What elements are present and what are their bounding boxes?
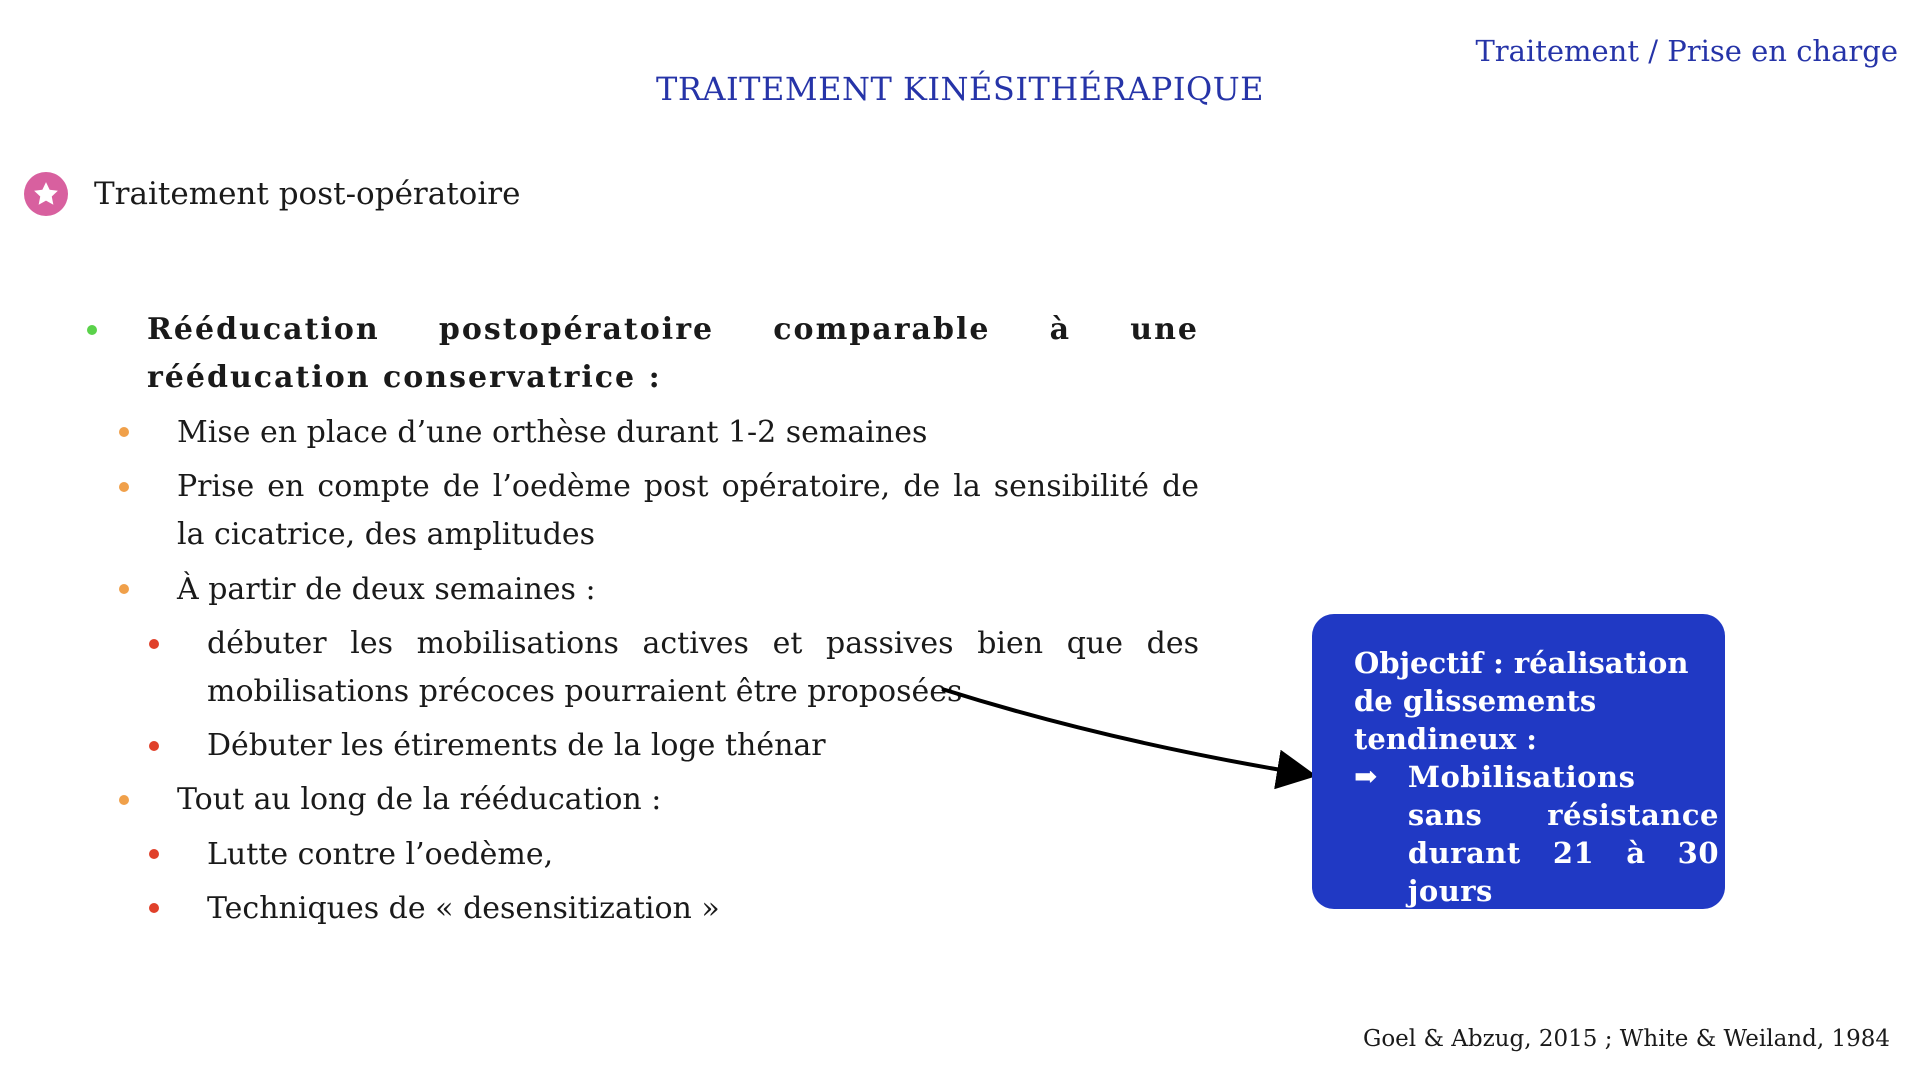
objective-heading: Objectif : réalisation de glissements tendineux : xyxy=(1354,646,1689,756)
list-item-text: Lutte contre l’oedème, xyxy=(207,837,554,872)
arrow-right-icon: ➡ xyxy=(1354,760,1378,793)
list-item-text: Prise en compte de l’oedème post opératoire, de la sensibilité de la cicatrice, des amplitudes xyxy=(177,469,1199,552)
list-item-text: Tout au long de la rééducation : xyxy=(177,782,662,817)
objective-row xyxy=(1354,758,1719,986)
objective-box xyxy=(1312,614,1725,984)
reference: Goel & Abzug, 2015 ; White & Weiland, 1984 xyxy=(1362,1026,1890,1052)
objective-text: Mobilisations sans résistance durant 21 à 30 jours (cicatrisation du rétinaculum) xyxy=(1407,760,1719,984)
section-title: Traitement post-opératoire xyxy=(94,176,521,212)
breadcrumb: Traitement / Prise en charge xyxy=(1475,34,1898,68)
list-item-text: À partir de deux semaines : xyxy=(177,572,596,607)
list-item-text: Rééducation postopératoire comparable à une rééducation conservatrice : xyxy=(147,312,1199,395)
list-item-text: Débuter les étirements de la loge thénar xyxy=(207,728,826,763)
list-item-text: Techniques de « desensitization » xyxy=(207,891,720,926)
list-item-text: Mise en place d’une orthèse durant 1-2 semaines xyxy=(177,415,928,450)
page-title: TRAITEMENT KINÉSITHÉRAPIQUE xyxy=(655,70,1265,108)
list-item-text: débuter les mobilisations actives et passives bien que des mobilisations précoces pourraient être proposées xyxy=(207,626,1199,709)
